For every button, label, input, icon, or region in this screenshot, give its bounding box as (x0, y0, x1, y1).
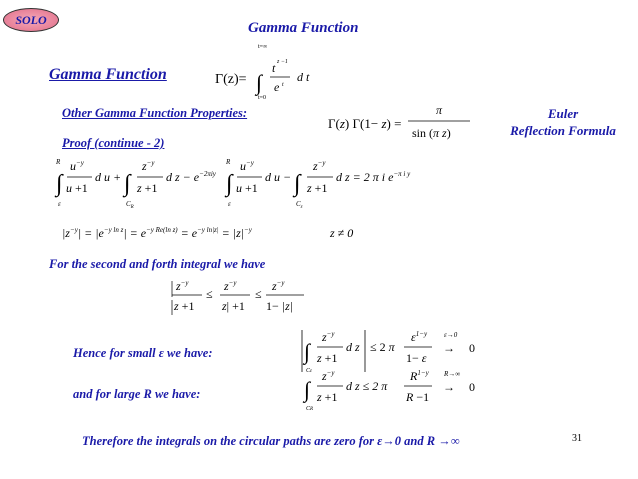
svg-text:e: e (274, 80, 280, 94)
svg-text:∫: ∫ (304, 377, 311, 402)
svg-text:ε1−y: $\varepsilon^{1-y}$ (411, 330, 428, 344)
svg-text:R→∞: R→∞ (444, 370, 461, 378)
svg-text:z−y: $z^{-y}$ (224, 279, 237, 293)
svg-text:∫: ∫ (294, 171, 301, 197)
svg-text:1− ε: 1− ε (406, 351, 427, 365)
svg-text:Γ(z)=: Γ(z)= (215, 72, 247, 87)
svg-text:t: t (272, 61, 276, 75)
svg-text:R: R (226, 158, 231, 166)
properties-label: Other Gamma Function Properties: (62, 106, 248, 120)
svg-text:ε: ε (228, 200, 231, 208)
page-number: 31 (572, 433, 582, 444)
gamma-definition-formula (215, 44, 310, 101)
modulus-identity (62, 226, 353, 240)
euler-reflection-formula (328, 103, 470, 140)
svg-text:u +1: u +1 (236, 181, 258, 195)
slide-title: Gamma Function (248, 20, 359, 36)
svg-text:z−y: $z^{-y}$ (313, 159, 326, 173)
svg-text:z +1: z +1 (317, 390, 338, 404)
svg-text:u−y: $u^{-y}$ (70, 159, 84, 173)
small-epsilon-text: Hence for small ε we have: (73, 346, 213, 360)
svg-text:≤: ≤ (206, 287, 213, 301)
svg-text:z−y: $z^{-y}$ (272, 279, 285, 293)
svg-text:→: → (443, 380, 455, 394)
large-R-text: and for large R we have: (73, 387, 201, 401)
svg-text:t=0: t=0 (258, 95, 267, 101)
svg-text:z −1: z −1 (277, 59, 288, 65)
svg-text:z +1: z +1 (174, 299, 195, 313)
svg-text:Γ(z) Γ(1− z) =: Γ(z) Γ(1− z) = (328, 116, 402, 131)
svg-text:z−y: $z^{-y}$ (322, 330, 335, 344)
small-epsilon-estimate (302, 330, 475, 374)
svg-text:z−y: $z^{-y}$ (142, 159, 155, 173)
section-heading: Gamma Function (49, 66, 167, 83)
svg-text:z +1: z +1 (307, 181, 328, 195)
svg-text:z| +1: z| +1 (222, 299, 245, 313)
svg-text:d z: d z (346, 340, 360, 354)
conclusion-text: Therefore the integrals on the circular paths are zero for ε→0 and R →∞ (82, 434, 460, 448)
svg-text:ε: ε (58, 200, 61, 208)
svg-text:≤: ≤ (255, 287, 262, 301)
svg-text:t=∞: t=∞ (258, 44, 268, 50)
large-R-estimate (302, 369, 475, 412)
svg-text:d u −: d u − (265, 170, 292, 184)
svg-text:u−y: $u^{-y}$ (240, 159, 254, 173)
svg-text:ε→0: ε→0 (444, 331, 458, 339)
svg-text:d z = 2 π i e−π i y: d z = 2 π i $e^{-\pi i y}$ (336, 170, 411, 184)
svg-text:0: 0 (469, 380, 475, 394)
svg-text:d z − e−2πiy: d $z - e^{-2\pi iy}$ (166, 170, 216, 184)
svg-text:→: → (443, 341, 455, 355)
svg-text:R −1: R −1 (406, 390, 430, 404)
euler-line-1: Euler (547, 106, 579, 121)
svg-text:Cε: Cε (306, 368, 312, 374)
svg-text:0: 0 (469, 341, 475, 355)
svg-text:z−y: $z^{-y}$ (322, 369, 335, 383)
svg-text:t: t (282, 82, 284, 88)
svg-text:≤ 2 π: ≤ 2 π (370, 340, 395, 354)
svg-text:u +1: u +1 (66, 181, 88, 195)
svg-text:R1−y: $R^{1-y}$ (410, 369, 429, 383)
svg-text:CR: CR (306, 406, 314, 412)
svg-text:d z ≤ 2 π: d z ≤ 2 π (346, 379, 388, 393)
svg-text:z +1: z +1 (317, 351, 338, 365)
svg-text:CR: $C_R$ (126, 200, 134, 210)
svg-text:|z−y| = |e−y ln z| = e−y Re(ln: $|z^{-y}| = |e^{-y ln z}| = e^{-y Re(ln z)} = e^{-y ln|z|} = |z|^{-y}$ (62, 226, 252, 240)
svg-text:d u +: d u + (95, 170, 122, 184)
svg-text:1− |z|: 1− |z| (266, 299, 294, 313)
second-forth-text: For the second and forth integral we have (49, 257, 266, 271)
solo-logo: SOLO (3, 8, 59, 32)
svg-text:∫: ∫ (124, 171, 131, 197)
svg-text:Cε: $C_\varepsilon$ (296, 200, 303, 210)
svg-text:z +1: z +1 (137, 181, 158, 195)
proof-label: Proof (continue - 2) (62, 136, 165, 150)
svg-text:R: R (56, 158, 61, 166)
svg-text:∫: ∫ (304, 339, 311, 364)
svg-text:π: π (436, 103, 443, 117)
svg-text:z ≠ 0: z ≠ 0 (330, 226, 354, 240)
svg-text:sin (π z): sin (π z) (412, 126, 451, 140)
svg-text:∫: ∫ (226, 171, 233, 197)
svg-text:z−y: $z^{-y}$ (176, 279, 189, 293)
svg-text:∫: ∫ (56, 171, 63, 197)
euler-line-2: Reflection Formula (510, 123, 616, 138)
bound-inequality (172, 279, 304, 315)
svg-text:d t: d t (297, 70, 310, 84)
svg-text:∫: ∫ (256, 70, 263, 95)
contour-integral-equation (54, 158, 411, 210)
